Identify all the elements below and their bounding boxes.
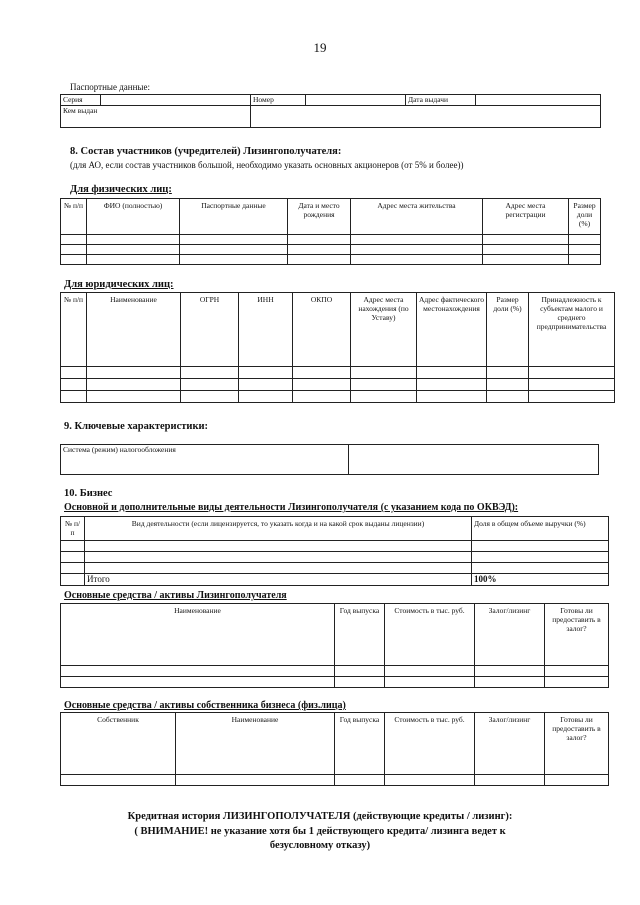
col-share: Размер доли (%) bbox=[487, 293, 529, 367]
col-sme: Принадлежность к субъектам малого и среднего предпринимательства bbox=[529, 293, 615, 367]
passport-date-label: Дата выдачи bbox=[406, 95, 476, 106]
individuals-table bbox=[60, 198, 601, 265]
col-okpo: ОКПО bbox=[293, 293, 351, 367]
passport-number-field[interactable] bbox=[306, 95, 406, 106]
col-ready-pledge: Готовы ли предоставить в залог? bbox=[545, 713, 609, 775]
total-value: 100% bbox=[472, 574, 609, 586]
table-row[interactable] bbox=[61, 666, 609, 677]
tax-system-field[interactable] bbox=[349, 445, 599, 475]
key-characteristics-table bbox=[60, 444, 599, 475]
passport-issued-by-field[interactable] bbox=[251, 106, 601, 128]
table-row[interactable] bbox=[61, 552, 609, 563]
col-activity: Вид деятельности (если лицензируется, то указать когда и на какой срок выданы лицензии) bbox=[85, 517, 472, 541]
total-label: Итого bbox=[85, 574, 472, 586]
table-row[interactable] bbox=[61, 563, 609, 574]
passport-series-label: Серия bbox=[61, 95, 101, 106]
activities-table bbox=[60, 516, 609, 586]
legal-entities-table bbox=[60, 292, 615, 403]
passport-date-field[interactable] bbox=[476, 95, 601, 106]
col-asset-name: Наименование bbox=[61, 604, 335, 666]
table-row[interactable] bbox=[61, 245, 601, 255]
table-row[interactable] bbox=[61, 379, 615, 391]
col-number: № п/п bbox=[61, 293, 87, 367]
col-residence: Адрес места жительства bbox=[351, 199, 483, 235]
table-row[interactable] bbox=[61, 391, 615, 403]
section8-note: (для АО, если состав участников большой, необходимо указать основных акционеров (от 5% и более)) bbox=[70, 160, 464, 170]
col-year: Год выпуска bbox=[335, 604, 385, 666]
table-row[interactable] bbox=[61, 255, 601, 265]
owner-assets-heading: Основные средства / активы собственника бизнеса (физ.лица) bbox=[64, 700, 346, 711]
col-asset-name: Наименование bbox=[176, 713, 335, 775]
credit-history-title: Кредитная история ЛИЗИНГОПОЛУЧАТЕЛЯ (действующие кредиты / лизинг): bbox=[127, 811, 513, 822]
col-cost: Стоимость в тыс. руб. bbox=[385, 713, 475, 775]
col-pledge: Залог/лизинг bbox=[475, 604, 545, 666]
passport-table bbox=[60, 94, 601, 128]
table-row[interactable] bbox=[61, 367, 615, 379]
tax-system-label: Система (режим) налогообложения bbox=[61, 445, 349, 475]
passport-issued-by-label: Кем выдан bbox=[61, 106, 251, 128]
credit-history-warning: ( ВНИМАНИЕ! не указание хотя бы 1 действующего кредита/ лизинга ведет к безусловному отказу) bbox=[134, 826, 506, 852]
col-registration: Адрес места регистрации bbox=[483, 199, 569, 235]
col-legal-address: Адрес места нахождения (по Уставу) bbox=[351, 293, 417, 367]
col-ogrn: ОГРН bbox=[181, 293, 239, 367]
col-inn: ИНН bbox=[239, 293, 293, 367]
passport-number-label: Номер bbox=[251, 95, 306, 106]
assets-heading: Основные средства / активы Лизингополучателя bbox=[64, 590, 287, 601]
owner-assets-table bbox=[60, 712, 609, 786]
page-number: 19 bbox=[313, 40, 327, 55]
col-owner: Собственник bbox=[61, 713, 176, 775]
table-row[interactable] bbox=[61, 677, 609, 688]
col-share: Размер доли (%) bbox=[569, 199, 601, 235]
col-name: Наименование bbox=[87, 293, 181, 367]
col-fio: ФИО (полностью) bbox=[87, 199, 180, 235]
col-pledge: Залог/лизинг bbox=[475, 713, 545, 775]
section8-title: 8. Состав участников (учредителей) Лизингополучателя: bbox=[70, 146, 342, 157]
col-cost: Стоимость в тыс. руб. bbox=[385, 604, 475, 666]
col-passport: Паспортные данные bbox=[180, 199, 288, 235]
individuals-heading: Для физических лиц: bbox=[70, 184, 172, 195]
col-year: Год выпуска bbox=[335, 713, 385, 775]
table-row[interactable] bbox=[61, 235, 601, 245]
table-row[interactable] bbox=[61, 541, 609, 552]
section10-subtitle: Основной и дополнительные виды деятельности Лизингополучателя (с указанием кода по ОКВЭД): bbox=[64, 502, 519, 513]
passport-series-field[interactable] bbox=[101, 95, 251, 106]
col-ready-pledge: Готовы ли предоставить в залог? bbox=[545, 604, 609, 666]
col-number: № п/п bbox=[61, 199, 87, 235]
col-number: № п/п bbox=[61, 517, 85, 541]
col-revenue-share: Доля в общем объеме выручки (%) bbox=[472, 517, 609, 541]
section10-title: 10. Бизнес bbox=[64, 488, 113, 499]
section9-title: 9. Ключевые характеристики: bbox=[64, 421, 209, 432]
col-birth: Дата и место рождения bbox=[288, 199, 351, 235]
col-actual-address: Адрес фактического местонахождения bbox=[417, 293, 487, 367]
passport-heading: Паспортные данные: bbox=[70, 82, 150, 92]
assets-table bbox=[60, 603, 609, 688]
table-row[interactable] bbox=[61, 775, 609, 786]
legal-heading: Для юридических лиц: bbox=[64, 279, 174, 290]
